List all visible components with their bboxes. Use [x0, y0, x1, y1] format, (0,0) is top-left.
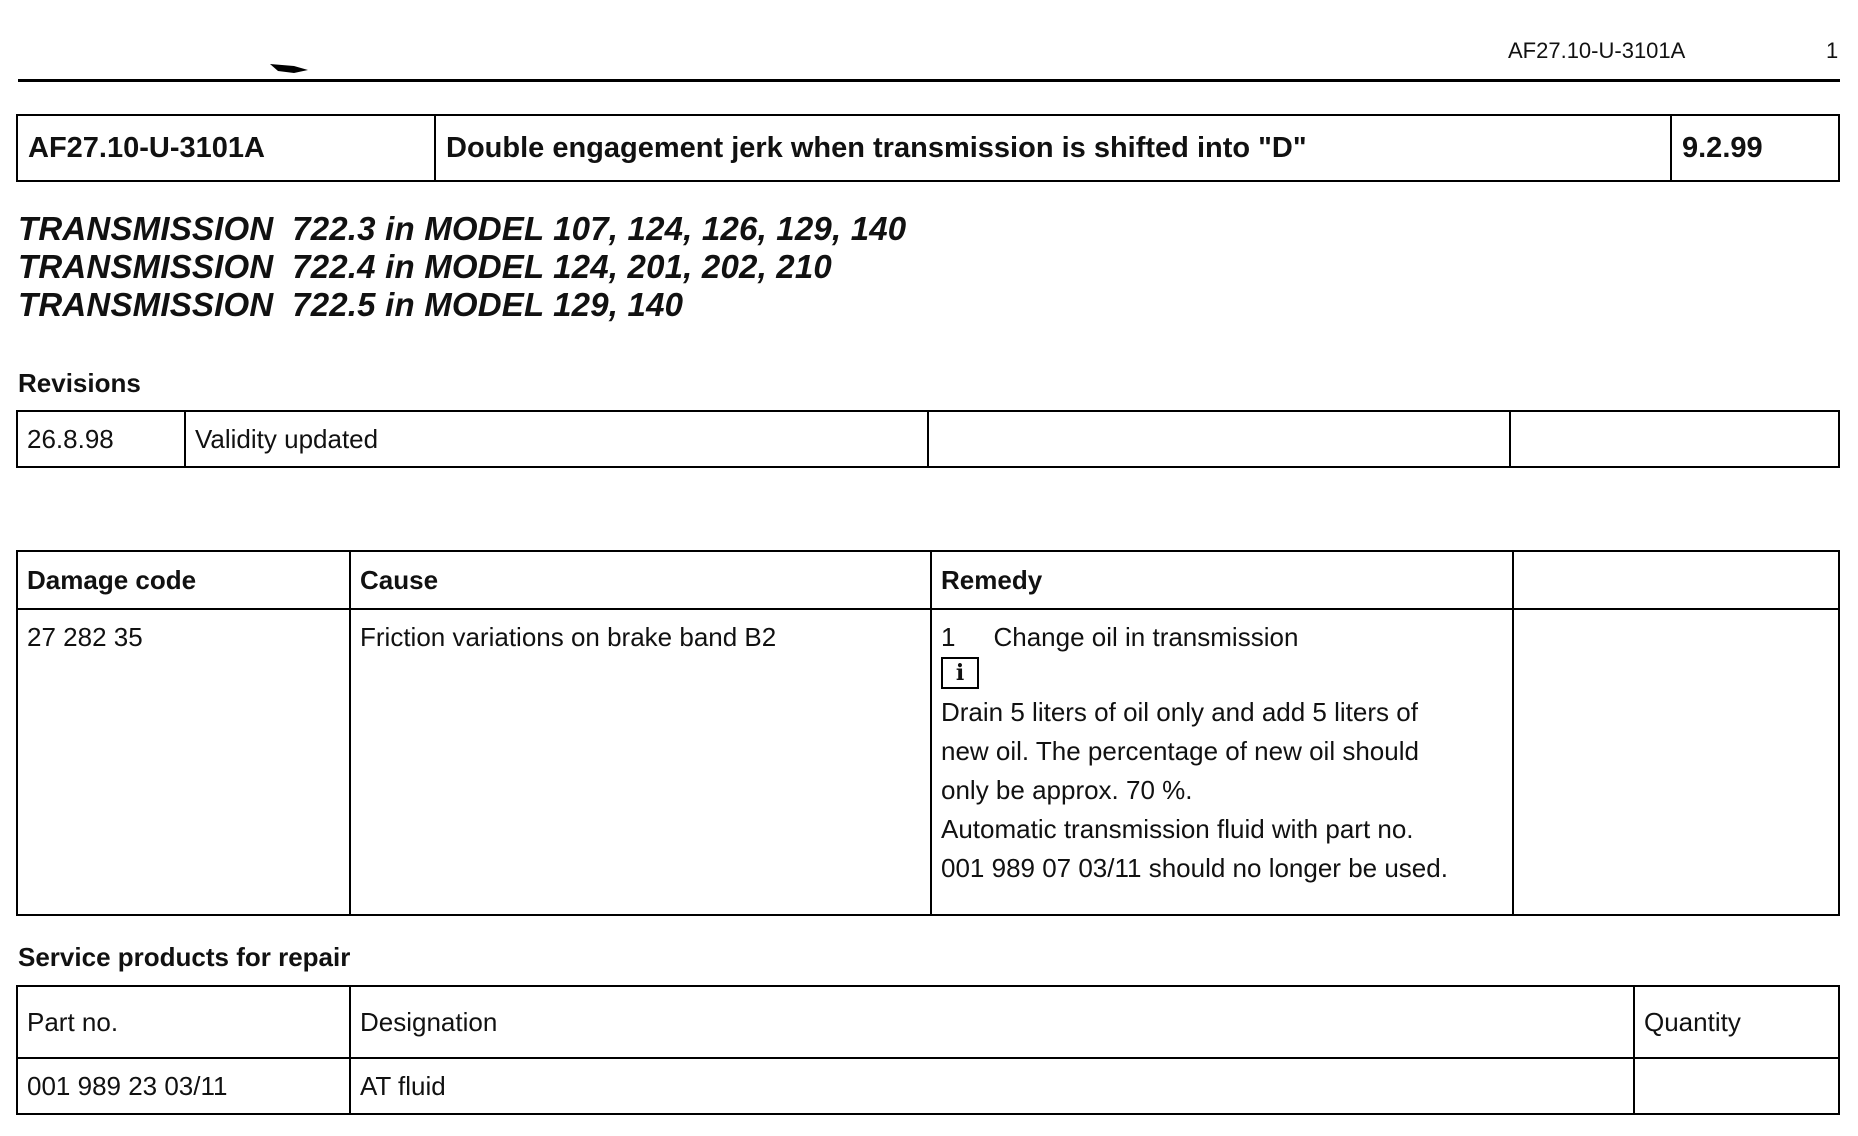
- damage-code: 27 282 35: [17, 609, 350, 915]
- header-damage-code: Damage code: [17, 551, 350, 609]
- remedy-text: Drain 5 liters of oil only and add 5 liters of new oil. The percentage of new oil should only be approx. 70 %. Automatic transmission fluid with part no. 001 989 07 03/11 should no longer be used.: [941, 697, 1448, 883]
- title-table: [16, 114, 1840, 182]
- revisions-heading: Revisions: [18, 368, 141, 398]
- header-extra: [1513, 551, 1839, 609]
- damage-cause: Friction variations on brake band B2: [350, 609, 931, 915]
- revision-note: Validity updated: [185, 411, 928, 467]
- damage-table: [16, 550, 1840, 916]
- header-designation: Designation: [350, 986, 1634, 1058]
- designation: AT fluid: [350, 1058, 1634, 1114]
- header-page-number: 1: [1826, 38, 1839, 63]
- revision-date: 26.8.98: [17, 411, 185, 467]
- quantity: [1634, 1058, 1839, 1114]
- header-rule: [18, 79, 1840, 82]
- remedy-step: [941, 622, 1503, 653]
- scan-mark-icon: [270, 60, 308, 74]
- table-header-row: [17, 551, 1839, 609]
- transmission-line: TRANSMISSION 722.3 in MODEL 107, 124, 126, 129, 140: [18, 210, 907, 247]
- transmission-line: TRANSMISSION 722.5 in MODEL 129, 140: [18, 286, 684, 323]
- title-code: AF27.10-U-3101A: [17, 115, 435, 181]
- table-row: [17, 609, 1839, 915]
- header-cause: Cause: [350, 551, 931, 609]
- title-description: Double engagement jerk when transmission is shifted into "D": [435, 115, 1671, 181]
- remedy-step-number: 1: [941, 622, 956, 652]
- service-products-heading: Service products for repair: [18, 942, 351, 972]
- part-no: 001 989 23 03/11: [17, 1058, 350, 1114]
- table-header-row: [17, 986, 1839, 1058]
- info-icon: i: [941, 657, 979, 689]
- remedy-step-text: Change oil in transmission: [993, 622, 1299, 652]
- transmission-line: TRANSMISSION 722.4 in MODEL 124, 201, 202, 210: [18, 248, 832, 285]
- header-part-no: Part no.: [17, 986, 350, 1058]
- header-quantity: Quantity: [1634, 986, 1839, 1058]
- header-doc-ref: AF27.10-U-3101A: [1508, 38, 1686, 63]
- damage-extra: [1513, 609, 1839, 915]
- service-products-table: [16, 985, 1840, 1115]
- header-remedy: Remedy: [931, 551, 1513, 609]
- table-row: [17, 411, 1839, 467]
- table-row: [17, 1058, 1839, 1114]
- title-date: 9.2.99: [1671, 115, 1839, 181]
- revision-col4: [1510, 411, 1839, 467]
- revisions-table: [16, 410, 1840, 468]
- damage-remedy: [931, 609, 1513, 915]
- revision-col3: [928, 411, 1510, 467]
